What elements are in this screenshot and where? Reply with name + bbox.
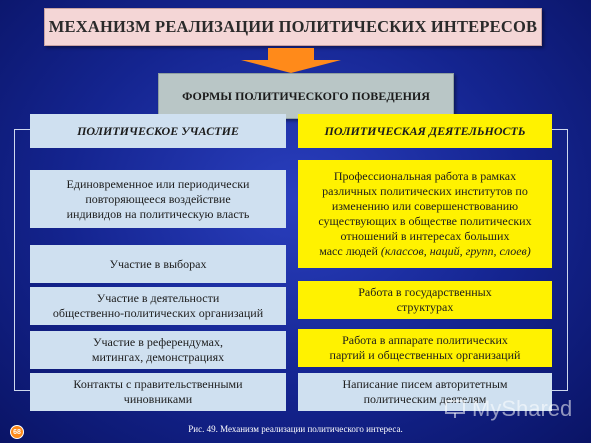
right-item-1-line-6 (318, 244, 531, 259)
left-item-5-line-1: Контакты с правительственными (73, 377, 243, 391)
right-item-1-line-6-plain: масс людей (319, 244, 381, 258)
right-item-2-line-1: Работа в государственных (358, 285, 492, 299)
right-item-1-line-2: различных политических институтов по (322, 184, 528, 198)
left-item-1-line-1: Единовременное или периодически (66, 176, 250, 191)
right-item-1-line-5: отношений в интересах больших (340, 229, 510, 243)
left-item-2-line-1: Участие в выборах (109, 256, 207, 271)
right-item-3-line-1: Работа в аппарате политических (342, 333, 508, 347)
down-arrow-icon (241, 60, 341, 73)
left-item-1-line-2: повторяющееся воздействие (85, 191, 231, 206)
figure-caption: Рис. 49. Механизм реализации политического интереса. (188, 424, 403, 434)
left-item-1 (30, 170, 286, 228)
right-item-2 (298, 281, 552, 319)
right-item-1-line-3: изменению или совершенствованию (331, 199, 519, 213)
left-item-3-line-2: общественно-политических организаций (52, 306, 264, 320)
down-arrow-shaft (268, 48, 314, 60)
left-bracket (14, 129, 30, 391)
left-item-4 (30, 331, 286, 369)
left-item-5-line-2: чиновниками (123, 392, 193, 406)
page-number-badge: 68 (10, 425, 24, 439)
left-item-1-line-3: индивидов на политическую власть (66, 206, 250, 221)
left-item-4-line-2: митингах, демонстрациях (91, 350, 225, 364)
left-item-2 (30, 245, 286, 283)
right-item-3 (298, 329, 552, 367)
watermark-text: MyShared (472, 396, 573, 421)
right-item-1-line-4: существующих в обществе политических (318, 214, 532, 228)
right-item-1-line-6-italic: (классов, наций, групп, слоев) (380, 244, 531, 258)
right-item-2-line-2: структурах (396, 300, 454, 314)
left-item-3-line-1: Участие в деятельности (96, 291, 220, 305)
right-item-4-line-1: Написание писем авторитетным (342, 377, 508, 391)
left-item-4-line-1: Участие в референдумах, (93, 335, 223, 349)
political-activity-header: ПОЛИТИЧЕСКАЯ ДЕЯТЕЛЬНОСТЬ (298, 114, 552, 148)
political-participation-header: ПОЛИТИЧЕСКОЕ УЧАСТИЕ (30, 114, 286, 148)
right-bracket (552, 129, 568, 391)
right-item-1-line-1: Профессиональная работа в рамках (333, 169, 517, 183)
main-title: МЕХАНИЗМ РЕАЛИЗАЦИИ ПОЛИТИЧЕСКИХ ИНТЕРЕСОВ (44, 8, 542, 46)
right-item-1 (298, 160, 552, 268)
right-item-4-line-2: политическим деятелям (363, 392, 487, 406)
presentation-icon (444, 398, 466, 420)
left-item-3 (30, 287, 286, 325)
forms-of-political-behavior-box: ФОРМЫ ПОЛИТИЧЕСКОГО ПОВЕДЕНИЯ (158, 73, 454, 119)
right-item-3-line-2: партий и общественных организаций (329, 348, 521, 362)
left-item-5 (30, 373, 286, 411)
